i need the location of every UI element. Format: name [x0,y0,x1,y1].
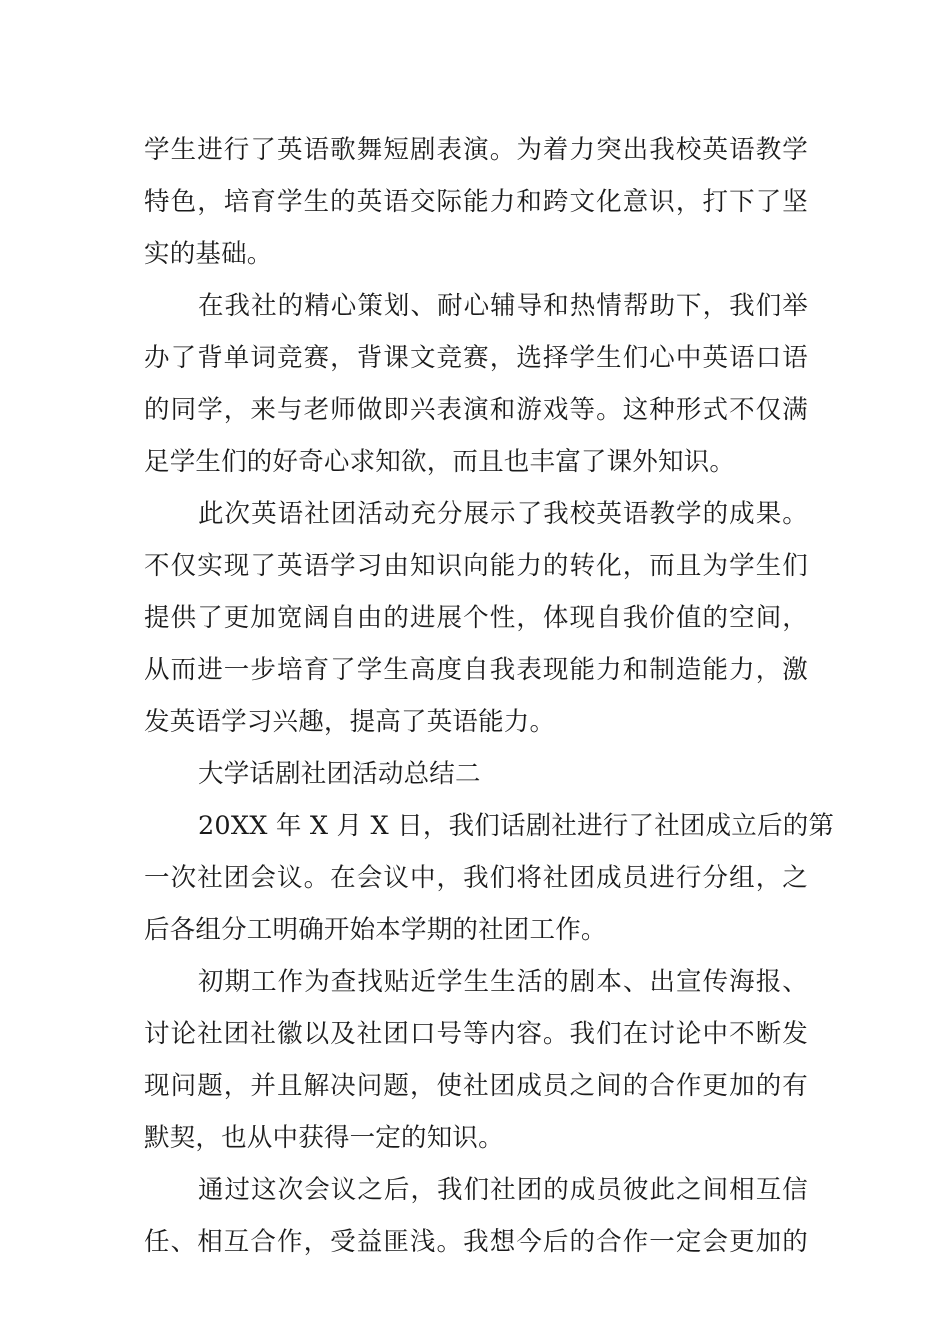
text-line: 学生进行了英语歌舞短剧表演。为着力突出我校英语教学 [144,135,808,165]
text-line: 任、相互合作，受益匪浅。我想今后的合作一定会更加的 [144,1227,808,1257]
text-line: 从而进一步培育了学生高度自我表现能力和制造能力，激 [144,655,808,685]
text-line: 现问题，并且解决问题，使社团成员之间的合作更加的有 [144,1071,808,1101]
text-line: 足学生们的好奇心求知欲，而且也丰富了课外知识。 [144,447,736,477]
text-line: 20XX 年 X 月 X 日，我们话剧社进行了社团成立后的第 [198,811,835,841]
text-line: 默契，也从中获得一定的知识。 [144,1123,504,1153]
document-body [144,124,835,1268]
text-line: 实的基础。 [144,239,273,269]
text-line: 后各组分工明确开始本学期的社团工作。 [144,915,607,945]
text-line: 此次英语社团活动充分展示了我校英语教学的成果。 [198,499,808,529]
text-line: 在我社的精心策划、耐心辅导和热情帮助下，我们举 [198,291,808,321]
section-heading: 大学话剧社团活动总结二 [198,759,481,789]
text-line: 讨论社团社徽以及社团口号等内容。我们在讨论中不断发 [144,1019,808,1049]
text-line: 特色，培育学生的英语交际能力和跨文化意识，打下了坚 [144,187,808,217]
text-line: 初期工作为查找贴近学生生活的剧本、出宣传海报、 [198,967,808,997]
text-line: 不仅实现了英语学习由知识向能力的转化，而且为学生们 [144,551,808,581]
text-line: 发英语学习兴趣，提高了英语能力。 [144,707,556,737]
text-line: 一次社团会议。在会议中，我们将社团成员进行分组，之 [144,863,808,893]
text-line: 通过这次会议之后，我们社团的成员彼此之间相互信 [198,1175,808,1205]
text-line: 办了背单词竞赛，背课文竞赛，选择学生们心中英语口语 [144,343,808,373]
text-line: 的同学，来与老师做即兴表演和游戏等。这种形式不仅满 [144,395,808,425]
text-line: 提供了更加宽阔自由的进展个性，体现自我价值的空间， [144,603,808,633]
